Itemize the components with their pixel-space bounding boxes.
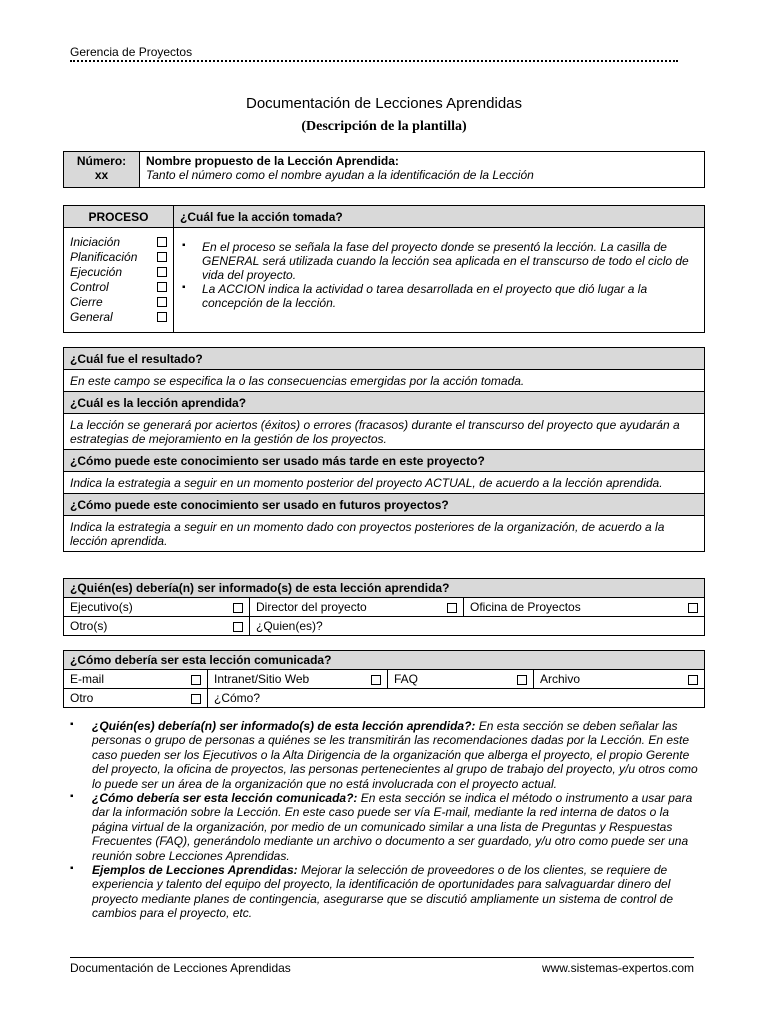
phase-planificacion [70, 249, 167, 264]
phase-checkbox[interactable] [157, 297, 167, 307]
option-checkbox[interactable] [447, 603, 457, 613]
note-item [70, 863, 700, 921]
page-header: Gerencia de Proyectos [70, 45, 193, 59]
option-label: Director del proyecto [256, 600, 367, 614]
process-header: PROCESO [64, 206, 174, 228]
informed-table [63, 578, 705, 636]
informed-otros [64, 617, 250, 636]
option-checkbox[interactable] [191, 694, 201, 704]
process-table [63, 205, 705, 333]
comm-otro [64, 689, 208, 708]
comm-intranet [208, 670, 388, 689]
phase-checkbox[interactable] [157, 312, 167, 322]
square-bullet-icon: ▪ [70, 719, 74, 730]
option-checkbox[interactable] [233, 622, 243, 632]
note-heading: ¿Cómo debería ser esta lección comunicada?: [92, 791, 358, 806]
comm-archivo [534, 670, 705, 689]
option-label: Oficina de Proyectos [470, 600, 581, 614]
option-label: Otro [70, 691, 94, 705]
document-title: Documentación de Lecciones Aprendidas [245, 95, 522, 112]
note-text: En esta sección se indica el método o instrumento a usar para dar la información sobre la Lección. En este caso puede ser vía E-mail, mediante la red interna de datos o la página virtual de la organización, por medio de un comunicado similar a una lista de Preguntas y Respuestas Frecuentes (FAQ), generándolo mediante un archivo o documento a ser guardado, y/u otro como puede ser una reunión sobre Lecciones Aprendidas. [92, 791, 693, 863]
phase-label: Cierre [70, 294, 103, 309]
option-checkbox[interactable] [517, 675, 527, 685]
informed-header: ¿Quién(es) debería(n) ser informado(s) de esta lección aprendida? [64, 579, 705, 598]
informed-oficina [464, 598, 705, 617]
option-label: FAQ [394, 672, 419, 686]
option-checkbox[interactable] [191, 675, 201, 685]
phase-label: General [70, 309, 113, 324]
note-text: Mejorar la selección de proveedores o de los clientes, se requiere de experiencia y talento del equipo del proyecto, la identificación de oportunidades para salvaguardar dinero del proyecto mediante planes de contingencia, asegurarse que se discutió ampliamente un sistema de control de cambios para el proyecto, etc. [92, 863, 674, 921]
square-bullet-icon: ▪ [70, 863, 74, 875]
phase-checkbox[interactable] [157, 237, 167, 247]
lesson-name-cell [140, 152, 705, 188]
phase-label: Control [70, 279, 109, 294]
phase-general [70, 309, 167, 324]
qa-question: ¿Cómo puede este conocimiento ser usado en futuros proyectos? [64, 494, 705, 516]
document-subtitle: (Descripción de la plantilla) [301, 119, 467, 134]
option-label: Archivo [540, 672, 581, 686]
notes-section [70, 719, 700, 921]
phase-label: Ejecución [70, 264, 123, 279]
action-description [174, 228, 705, 333]
action-bullet: ▪ La ACCION indica la actividad o tarea desarrollada en el proyecto que dió lugar a la concepción de la lección. [202, 282, 698, 310]
phase-iniciacion [70, 234, 167, 249]
footer-website-link[interactable]: www.sistemas-expertos.com [541, 961, 694, 975]
phase-control [70, 279, 167, 294]
process-phase-list [64, 228, 174, 333]
note-text: En esta sección se deben señalar las personas o grupo de personas a quiénes se les transmitirán las recomendaciones dadas por la Lección. En este caso pueden ser los Ejecutivos o la Alta Dirigencia de la organización que alberga el proyecto, el propio Gerente del proyecto, la oficina de proyectos, las personas pertenecientes al grupo de trabajo del proyecto, y/u otros como lo puede ser un área de la organización que no está involucrada con el proyecto actual. [92, 719, 698, 791]
qa-question: ¿Cómo puede este conocimiento ser usado más tarde en este proyecto? [64, 450, 705, 472]
phase-cierre [70, 294, 167, 309]
phase-checkbox[interactable] [157, 282, 167, 292]
qa-table [63, 347, 705, 552]
communicated-table [63, 650, 705, 708]
qa-answer: Indica la estrategia a seguir en un momento posterior del proyecto ACTUAL, de acuerdo a la lección aprendida. [64, 472, 705, 494]
option-label: Intranet/Sitio Web [214, 672, 310, 686]
communicated-header: ¿Cómo debería ser esta lección comunicada? [64, 651, 705, 670]
qa-answer: Indica la estrategia a seguir en un momento dado con proyectos posteriores de la organización, de acuerdo a la lección aprendida. [64, 516, 705, 552]
lesson-number-value: xx [94, 168, 109, 182]
lesson-number-label: Número: [76, 154, 127, 168]
option-label: E-mail [70, 672, 105, 686]
qa-question: ¿Cuál es la lección aprendida? [64, 392, 705, 414]
note-item [70, 719, 700, 791]
qa-question: ¿Cuál fue el resultado? [64, 348, 705, 370]
phase-label: Iniciación [70, 234, 121, 249]
footer-left: Documentación de Lecciones Aprendidas [70, 961, 291, 975]
comm-como-field[interactable]: ¿Cómo? [208, 689, 705, 708]
option-checkbox[interactable] [688, 675, 698, 685]
header-divider [70, 58, 678, 62]
phase-checkbox[interactable] [157, 252, 167, 262]
lesson-name-desc: Tanto el número como el nombre ayudan a la identificación de la Lección [146, 168, 534, 182]
comm-email [64, 670, 208, 689]
lesson-name-label: Nombre propuesto de la Lección Aprendida: [146, 154, 399, 168]
informed-quienes-field[interactable]: ¿Quien(es)? [250, 617, 705, 636]
action-bullet: ▪ En el proceso se señala la fase del proyecto donde se presentó la lección. La casilla de GENERAL será utilizada cuando la lección sea aplicada en el transcurso de todo el ciclo de vida del proyecto. [202, 240, 698, 282]
note-item [70, 791, 700, 863]
lesson-id-table [63, 151, 705, 188]
phase-label: Planificación [70, 249, 138, 264]
square-bullet-icon: ▪ [70, 791, 74, 803]
note-heading: Ejemplos de Lecciones Aprendidas: [92, 863, 298, 878]
option-label: Ejecutivo(s) [70, 600, 133, 614]
option-checkbox[interactable] [233, 603, 243, 613]
note-heading: ¿Quién(es) debería(n) ser informado(s) de esta lección aprendida?: [92, 719, 476, 733]
qa-answer: En este campo se especifica la o las consecuencias emergidas por la acción tomada. [64, 370, 705, 392]
informed-ejecutivos [64, 598, 250, 617]
informed-director [250, 598, 464, 617]
option-checkbox[interactable] [688, 603, 698, 613]
option-label: Otro(s) [70, 619, 108, 633]
phase-ejecucion [70, 264, 167, 279]
footer-divider [70, 957, 694, 958]
lesson-number-cell [64, 152, 140, 188]
option-checkbox[interactable] [371, 675, 381, 685]
action-header: ¿Cuál fue la acción tomada? [174, 206, 705, 228]
qa-answer: La lección se generará por aciertos (éxitos) o errores (fracasos) durante el transcurso del proyecto que ayudarán a estrategias de mejoramiento en la gestión de los proyectos. [64, 414, 705, 450]
phase-checkbox[interactable] [157, 267, 167, 277]
comm-faq [388, 670, 534, 689]
